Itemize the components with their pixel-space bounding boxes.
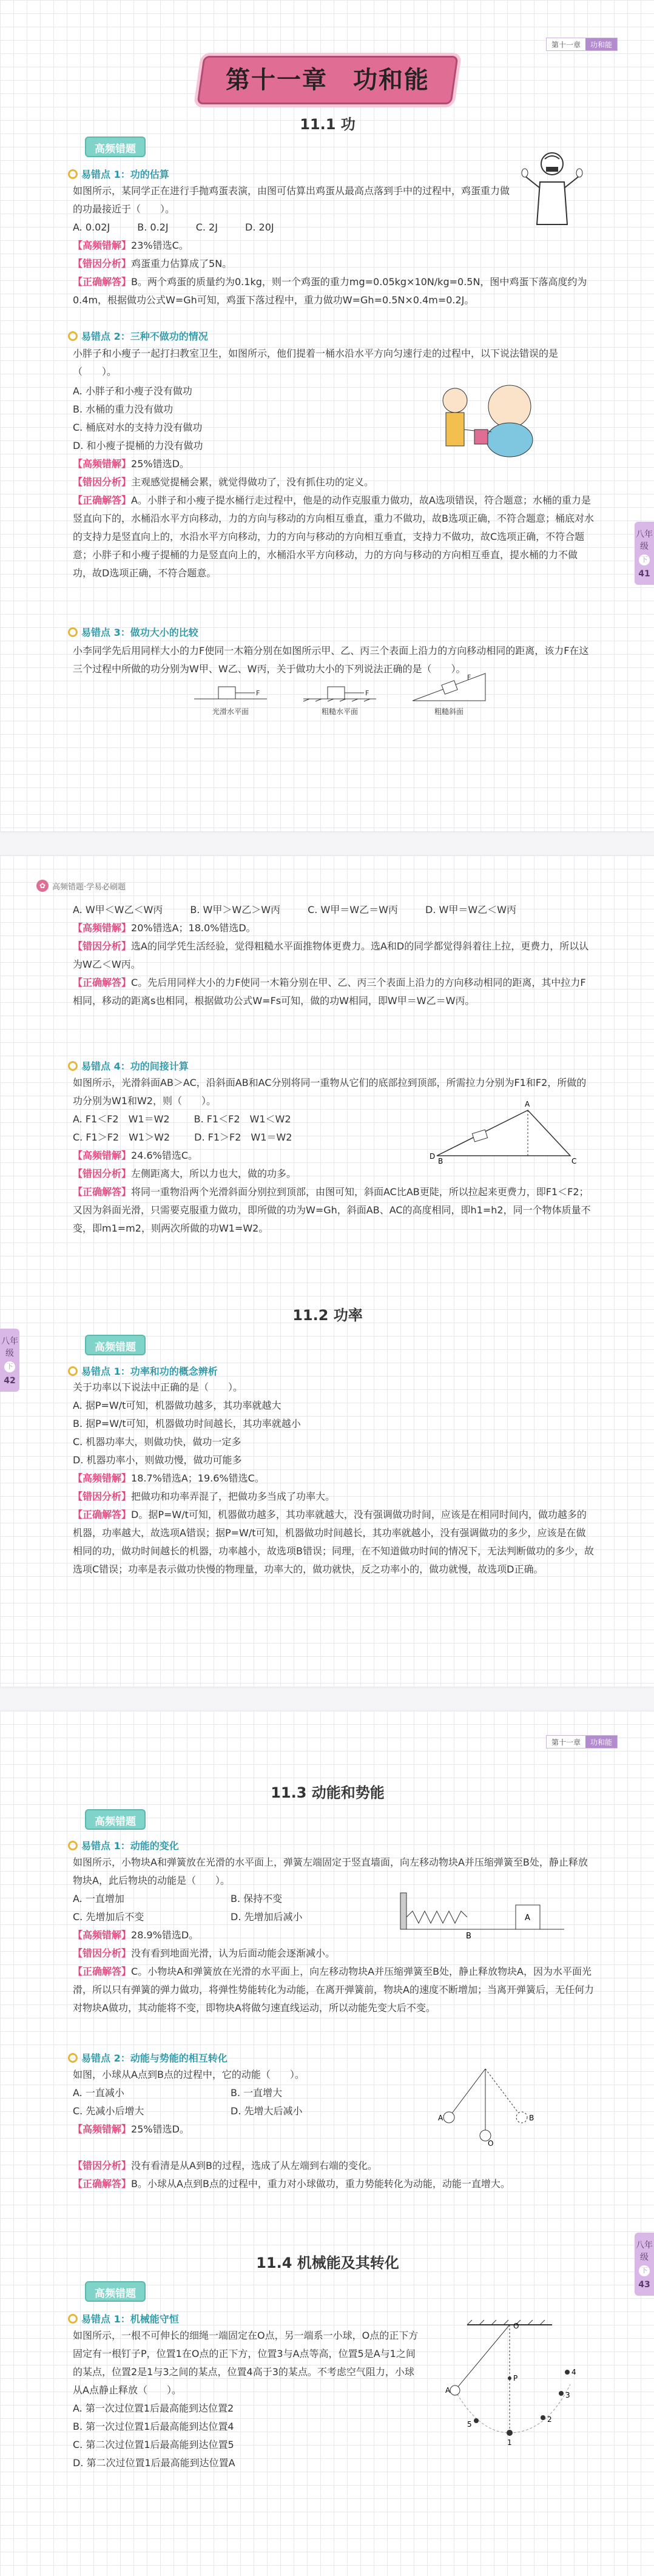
error-point-heading <box>68 1364 218 1378</box>
options-list <box>73 1110 413 1183</box>
bullet-icon <box>68 627 78 637</box>
section-tag: 高频错题 <box>85 137 146 157</box>
rate-line <box>73 455 413 473</box>
question-stem: 如图所示，光滑斜面AB＞AC，沿斜面AB和AC分别将同一重物从它们的底部拉到顶部，所需拉力分别为F1和F2，所做的功分别为W1和W2，则（ ）。 <box>73 1077 587 1107</box>
question-stem: 如图所示，一根不可伸长的细绳一端固定在O点，另一端系一小球，O点的正下方固定有一根钉子P，位置1在O点的正下方，位置3与A点等高，位置5是A与1之间的某点，位置2是1与3之间的某点，位置4高于3的某点。不考虑空气阻力，小球从A点静止释放（ ）。 <box>73 2330 419 2396</box>
option: D. 先增加后减小 <box>231 1911 303 1923</box>
label: 【错因分析】 <box>73 258 132 269</box>
error-point-heading <box>68 1838 179 1852</box>
question-block <box>73 1378 595 1579</box>
solution-line <box>73 491 595 582</box>
option: A. 一直增加 <box>73 1893 124 1904</box>
fig-caption: 粗糙斜面 <box>434 707 464 716</box>
option: A. 据P=W/t可知，机器做功越多，其功率就越大 <box>73 1400 281 1411</box>
cause-text: 主观感觉提桶会累，就觉得做功了，没有抓住功的定义。 <box>131 476 374 488</box>
solution-text: C。先后用同样大小的力F使同一木箱分别在甲、乙、丙三个表面上沿力的方向移动相同的距离，其中拉力F相同，移动的距离s也相同，根据做功公式W=Fs可知，做的功W相同，即W甲＝W乙＝W丙。 <box>73 977 586 1006</box>
page-43 <box>0 1711 654 2576</box>
option: D. 和小瘦子提桶的力没有做功 <box>73 440 203 451</box>
error-point-text: 易错点 4：功的间接计算 <box>81 1060 189 1072</box>
rate-text: 20%错选A；18.0%错选D。 <box>131 922 256 934</box>
rate-text: 23%错选C。 <box>131 240 189 251</box>
option: B. 第一次过位置1后最高能到达位置4 <box>73 2421 234 2432</box>
page-42 <box>0 855 654 1687</box>
rate-text: 18.7%错选A；19.6%错选C。 <box>131 1472 265 1484</box>
bullet-icon <box>68 1366 78 1376</box>
fig-label: A <box>438 2114 443 2122</box>
solution-text: D。据P=W/t可知，机器做功越多，其功率就越大，没有强调做功时间，应该是在相同时间内，做功越多的机器，功率越大，故选项A错误；据P=W/t可知，机器做功时间越长，其功率就越小，没有强调做功的多少，应该是在做相同的功，做功时间越长的机器，功率越小，故选项B错误；同理，在不知道做功时间的情况下，无法判断做功的多少，故选项C错误；功率是表示做功快慢的物理量，功率大的，做功就快，反之功率小的，做功就慢，故选项D正确。 <box>73 1509 594 1575</box>
rate-line <box>73 237 516 255</box>
solution-text: C。小物块A和弹簧放在光滑的水平面上，向左移动物块A并压缩弹簧至B处，静止释放物块A，因为水平面光滑，所以只有弹簧的弹力做功，将弹性势能转化为动能，在离开弹簧前，物块A的速度不断增加；当离开弹簧后，无任何力对物块A做功，其动能将不变，即物块A将做匀速直线运动，所以动能先变大后不变。 <box>73 1966 594 2014</box>
running-header <box>546 1735 618 1748</box>
cause-line <box>73 1488 595 1506</box>
header-text: 高频错题·学易必刷题 <box>52 882 126 892</box>
label: 【高频错解】 <box>73 1929 132 1941</box>
label: 【错因分析】 <box>73 2160 132 2171</box>
error-point-text: 易错点 2：动能与势能的相互转化 <box>81 2052 228 2064</box>
section-tag: 高频错题 <box>85 1809 146 1830</box>
error-point-text: 易错点 1：功的估算 <box>81 169 169 180</box>
option: C. 机器功率大，则做功快，做功一定多 <box>73 1436 241 1448</box>
bullet-icon <box>68 2314 78 2324</box>
fig-rough-horizontal <box>297 679 382 716</box>
analysis-block <box>73 919 595 1010</box>
question-stem: 如图，小球从A点到B点的过程中，它的动能（ ）。 <box>73 2069 305 2080</box>
cause-text: 没有看清是从A到B的过程，选成了从左端到右端的变化。 <box>131 2160 377 2171</box>
bullet-icon <box>68 1061 78 1071</box>
label: 【错因分析】 <box>73 476 132 488</box>
fig-label: 4 <box>571 2368 576 2376</box>
question-stem: 关于功率以下说法中正确的是（ ）。 <box>73 1381 243 1393</box>
option: D. W甲＝W乙＜W丙 <box>425 904 516 915</box>
label: 【正确解答】 <box>73 2178 132 2190</box>
analysis-block <box>73 2157 595 2193</box>
label: 【正确解答】 <box>73 276 132 288</box>
cause-text: 选A的同学凭生活经验，觉得粗糙水平面推物体更费力。选A和D的同学都觉得斜着往上拉，更费力，所以认为W乙＜W丙。 <box>73 940 589 970</box>
option: B. 0.2J <box>137 221 169 233</box>
svg-text:F: F <box>467 673 471 681</box>
fig-label: 1 <box>507 2438 512 2447</box>
section-title: 11.3 动能和势能 <box>271 1784 385 1801</box>
error-point-heading <box>68 167 169 181</box>
error-point-heading <box>68 625 198 639</box>
cause-text: 没有看到地面光滑，认为后面动能会逐渐减小。 <box>131 1947 335 1959</box>
chapter-title: 第十一章 功和能 <box>226 66 430 94</box>
option: C. 第二次过位置1后最高能到达位置5 <box>73 2439 234 2450</box>
solution-text: A。小胖子和小瘦子提水桶行走过程中，他是的动作克服重力做功，故A选项错误，符合题意；水桶的重力是竖直向下的，水桶沿水平方向移动，力的方向与移动的方向相互垂直，重力不做功，故B选项正确，不符合题意；桶底对水的支持力是竖直向上的，水沿水平方向移动，力的方向与移动的方向相互垂直，支持力不做功，故C选项正确，不符合题意；小胖子和小瘦子提桶的力是竖直向上的，水桶沿水平方向移动，力的方向与移动的方向相互垂直，提水桶的力不做功，故D选项正确，不符合题意。 <box>73 494 594 579</box>
solution-line <box>73 1963 595 2017</box>
label: 【正确解答】 <box>73 977 132 988</box>
cause-line <box>73 937 595 974</box>
egg-juggler-figure <box>516 140 588 231</box>
solution-line <box>73 2175 595 2193</box>
cause-line <box>73 255 516 273</box>
option: A. 小胖子和小瘦子没有做功 <box>73 385 192 397</box>
fig-label: P <box>513 2374 518 2382</box>
svg-text:F: F <box>365 689 369 697</box>
fig-drawing <box>297 679 382 704</box>
solution-line <box>73 1183 595 1238</box>
fig-label: A <box>445 2386 451 2395</box>
fig-label: A <box>525 1913 530 1923</box>
incline-figure <box>425 1098 582 1165</box>
side-tab <box>635 2233 654 2296</box>
question-stem: 如图所示，小物块A和弹簧放在光滑的水平面上，弹簧左端固定于竖直墙面，向左移动物块A并压缩弹簧至B处，静止释放物块A，此后物块的动能是（ ）。 <box>73 1856 588 1886</box>
fig-label: A <box>525 1100 530 1108</box>
grade-label: 八年级 <box>636 2241 653 2262</box>
rate-text: 24.6%错选C。 <box>131 1150 198 1161</box>
option: D. 机器功率小，则做功慢，做功可能多 <box>73 1454 242 1466</box>
two-students-figure <box>425 382 546 461</box>
fig-label: 5 <box>467 2420 472 2429</box>
rate-line <box>73 919 595 937</box>
label: 【高频错解】 <box>73 2123 132 2135</box>
fig-caption: 光滑水平面 <box>212 707 249 716</box>
fig-label: O <box>513 2322 519 2330</box>
option: D. 第二次过位置1后最高能到达位置A <box>73 2457 235 2469</box>
label: 【高频错解】 <box>73 1472 132 1484</box>
rate-text: 25%错选D。 <box>131 2123 189 2135</box>
fig-label: D <box>430 1152 436 1161</box>
question-stem: 小李同学先后用同样大小的力F使同一木箱分别在如图所示甲、乙、丙三个表面上沿力的方向移动相同的距离，该力F在这三个过程中所做的功分别为W甲、W乙、W丙，关于做功大小的下列说法正确的是（ ）。 <box>73 645 589 675</box>
error-point-text: 易错点 3：做功大小的比较 <box>81 627 198 638</box>
label: 【正确解答】 <box>73 494 132 506</box>
solution-line <box>73 1506 595 1579</box>
solution-text: B。两个鸡蛋的质量约为0.1kg，则一个鸡蛋的重力mg=0.05kg×10N/kg=0.5N，图中鸡蛋下落高度约为0.4m，根据做功公式W=Gh可知，鸡蛋下落过程中，重力做功W=Gh=0.5N×0.4m=0.2J。 <box>73 276 587 306</box>
error-point-heading <box>68 1059 189 1073</box>
fig-label: O <box>488 2139 494 2148</box>
question-stem: 如图所示，某同学正在进行手抛鸡蛋表演，由图可估算出鸡蛋从最高点落到手中的过程中，鸡蛋重力做的功最接近于（ ）。 <box>73 185 510 215</box>
solution-text: B。小球从A点到B点的过程中，重力对小球做功，重力势能转化为动能，动能一直增大。 <box>131 2178 510 2190</box>
spring-block-figure <box>394 1887 570 1941</box>
option: C. 2J <box>195 221 218 233</box>
bullet-icon <box>68 1841 78 1850</box>
option: C. W甲＝W乙＝W丙 <box>308 904 398 915</box>
section-title: 11.1 功 <box>300 116 356 133</box>
side-tab <box>635 522 654 585</box>
running-header <box>36 880 126 892</box>
option: D. 20J <box>245 221 274 233</box>
option: B. W甲＞W乙＞W丙 <box>190 904 281 915</box>
option: B. 保持不变 <box>231 1893 283 1904</box>
label: 【高频错解】 <box>73 240 132 251</box>
volume-badge: 下 <box>639 2265 650 2276</box>
option: B. 据P=W/t可知，机器做功时间越长，其功率就越小 <box>73 1418 301 1429</box>
label: 【高频错解】 <box>73 458 132 470</box>
fig-rough-incline <box>406 667 491 716</box>
options-list <box>73 382 413 491</box>
question-block <box>73 182 516 273</box>
fig-label: B <box>529 2114 534 2122</box>
question-block <box>73 2327 419 2472</box>
option: B. F1＜F2 W1＜W2 <box>194 1113 291 1125</box>
option: C. 先减小后增大 <box>73 2105 144 2117</box>
error-point-heading <box>68 2051 228 2065</box>
label: 【错因分析】 <box>73 1168 132 1179</box>
option: C. 先增加后不变 <box>73 1911 144 1923</box>
fig-label: B <box>438 1157 443 1165</box>
rate-text: 28.9%错选D。 <box>131 1929 199 1941</box>
cause-line <box>73 2157 595 2175</box>
question-block <box>73 2066 413 2139</box>
error-point-heading <box>68 2311 179 2325</box>
section-title: 11.2 功率 <box>292 1307 363 1324</box>
rate-text: 25%错选D。 <box>131 458 189 470</box>
cause-text: 左侧距离大，所以力也大，做的功多。 <box>131 1168 297 1179</box>
label: 【正确解答】 <box>73 1509 132 1520</box>
option: A. W甲＜W乙＜W丙 <box>73 904 163 915</box>
nail-pendulum-figure <box>431 2318 588 2451</box>
page-number: 43 <box>638 2280 650 2290</box>
rate-line <box>73 2120 413 2139</box>
options-row <box>73 901 595 919</box>
option: B. 一直增大 <box>231 2087 283 2099</box>
fig-smooth-horizontal <box>188 679 273 716</box>
option: D. F1＞F2 W1＝W2 <box>194 1131 292 1143</box>
options-list <box>73 1890 388 1944</box>
option: A. 0.02J <box>73 221 110 233</box>
page-number: 42 <box>4 1376 16 1386</box>
pendulum-figure <box>425 2063 546 2148</box>
volume-badge: 下 <box>639 555 650 565</box>
cause-line <box>73 473 413 491</box>
grade-label: 八年级 <box>1 1337 18 1358</box>
section-tag: 高频错题 <box>85 1335 146 1355</box>
page-41 <box>0 0 654 831</box>
option: A. 一直减小 <box>73 2087 124 2099</box>
analysis-block <box>73 1944 595 2017</box>
option: A. 第一次过位置1后最高能到达位置2 <box>73 2402 234 2414</box>
fig-drawing <box>406 667 491 704</box>
header-chapter: 第十一章 <box>547 38 585 50</box>
rate-line <box>73 1147 413 1165</box>
volume-badge: 下 <box>4 1361 15 1372</box>
option: A. F1＜F2 W1＝W2 <box>73 1113 170 1125</box>
header-topic: 功和能 <box>585 1736 617 1748</box>
bullet-icon <box>68 169 78 179</box>
fig-label: 3 <box>565 2391 570 2399</box>
error-point-text: 易错点 1：功率和功的概念辨析 <box>81 1366 218 1377</box>
header-topic: 功和能 <box>585 38 617 50</box>
logo-icon: ✿ <box>36 880 49 892</box>
grade-label: 八年级 <box>636 530 653 551</box>
label: 【错因分析】 <box>73 940 132 952</box>
label: 【错因分析】 <box>73 1491 132 1502</box>
svg-text:F: F <box>256 689 260 697</box>
cause-line <box>73 1165 413 1183</box>
cause-text: 把做功和功率弄混了，把做功多当成了功率大。 <box>131 1491 335 1502</box>
section-title: 11.4 机械能及其转化 <box>256 2254 399 2271</box>
option: B. 水桶的重力没有做功 <box>73 403 174 415</box>
page-number: 41 <box>638 569 650 579</box>
solution-line <box>73 974 595 1010</box>
rate-line <box>73 1926 388 1944</box>
label: 【正确解答】 <box>73 1966 132 1977</box>
bullet-icon <box>68 2053 78 2063</box>
solution-line <box>73 273 595 309</box>
cause-line <box>73 1944 595 1963</box>
option: D. 先增大后减小 <box>231 2105 303 2117</box>
error-point-text: 易错点 2：三种不做功的情况 <box>81 331 208 342</box>
fig-drawing <box>188 679 273 704</box>
label: 【高频错解】 <box>73 1150 132 1161</box>
header-chapter: 第十一章 <box>547 1736 585 1748</box>
error-point-text: 易错点 1：动能的变化 <box>81 1840 179 1852</box>
option: C. F1＞F2 W1＞W2 <box>73 1131 170 1143</box>
option: C. 桶底对水的支持力没有做功 <box>73 422 203 433</box>
cause-text: 鸡蛋重力估算成了5N。 <box>131 258 232 269</box>
fig-caption: 粗糙水平面 <box>321 707 358 716</box>
side-tab <box>0 1329 19 1392</box>
fig-label: B <box>466 1932 471 1941</box>
rate-line <box>73 1469 595 1488</box>
solution-text: 将同一重物沿两个光滑斜面分别拉到顶部，由图可知，斜面AC比AB更陡，所以拉起来更费力，即F1＜F2；又因为斜面光滑，只需要克服重力做功，即所做的功为W=Gh，斜面AB、AC的高度相同，即h1=h2，同一个物体质量不变，即m1=m2，则两次所做的功W1=W2。 <box>73 1186 591 1234</box>
running-header <box>546 38 618 51</box>
error-point-heading <box>68 329 208 343</box>
fig-label: C <box>571 1157 577 1165</box>
bullet-icon <box>68 331 78 341</box>
error-point-text: 易错点 1：机械能守恒 <box>81 2313 179 2325</box>
label: 【高频错解】 <box>73 922 132 934</box>
label: 【正确解答】 <box>73 1186 132 1198</box>
section-tag: 高频错题 <box>85 2281 146 2302</box>
options-row <box>73 218 516 237</box>
question-stem: 小胖子和小瘦子一起打扫教室卫生，如图所示，他们提着一桶水沿水平方向匀速行走的过程中，以下说法错误的是（ ）。 <box>73 348 559 377</box>
fig-label: 2 <box>547 2415 552 2424</box>
label: 【错因分析】 <box>73 1947 132 1959</box>
